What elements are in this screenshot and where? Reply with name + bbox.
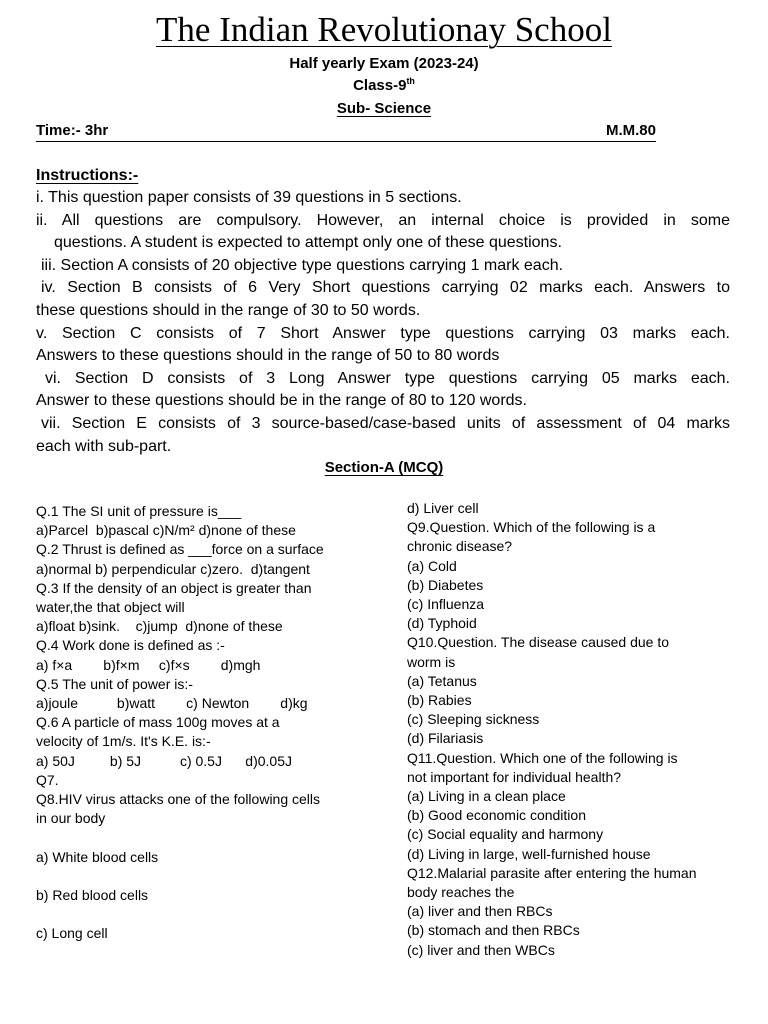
section-a-heading [0, 458, 768, 478]
question-line: Q11.Question. Which one of the following is [407, 749, 678, 766]
question-line: Q8.HIV virus attacks one of the following cells [36, 791, 321, 808]
question-line: Q.2 Thrust is defined as ___force on a surface [36, 541, 324, 558]
section-a-title: Section-A (MCQ) [324, 459, 444, 476]
question-line: a)Parcel b)pascal c)N/m² d)none of these [36, 522, 296, 539]
question-line: a) f×a b)f×m c)f×s d)mgh [36, 656, 261, 673]
class-label [0, 76, 768, 96]
question-line: in our body [36, 810, 106, 827]
question-line: (d) Filariasis [407, 730, 484, 747]
question-line: b) Red blood cells [36, 887, 149, 904]
instructions-list [36, 187, 730, 458]
question-line: (b) stomach and then RBCs [407, 922, 580, 939]
question-line: (a) liver and then RBCs [407, 903, 553, 920]
question-line: Q.4 Work done is defined as :- [36, 637, 225, 654]
question-line: a)normal b) perpendicular c)zero. d)tangent [36, 560, 310, 577]
question-line: (b) Diabetes [407, 576, 484, 593]
question-line: (b) Rabies [407, 692, 472, 709]
blank-line [36, 828, 376, 847]
class-text: Class-9 [353, 77, 407, 94]
question-line: (c) Influenza [407, 596, 485, 613]
instruction-v-cont: Answers to these questions should in the range of 50 to 80 words [36, 347, 500, 365]
subject-text: Sub- Science [336, 100, 432, 117]
question-line: (c) liver and then WBCs [407, 941, 555, 958]
instruction-vii: vii. Section E consists of 3 source-based/case-based units of assessment of 04 marks [41, 414, 730, 432]
question-line: (d) Typhoid [407, 615, 477, 632]
question-line: a)joule b)watt c) Newton d)kg [36, 695, 308, 712]
blank-line [36, 905, 376, 924]
instruction-v: v. Section C consists of 7 Short Answer type questions carrying 03 marks each. [36, 324, 730, 342]
question-line: a) White blood cells [36, 848, 159, 865]
exam-title: Half yearly Exam (2023-24) [289, 55, 479, 72]
instruction-vi-cont: Answer to these questions should be in the range of 80 to 120 words. [36, 392, 527, 410]
question-line: Q9.Question. Which of the following is a [407, 519, 656, 536]
question-line: a) 50J b) 5J c) 0.5J d)0.05J [36, 752, 292, 769]
question-line: Q7. [36, 771, 59, 788]
time-marks-line [36, 121, 656, 142]
instruction-ii: ii. All questions are compulsory. However, an internal choice is provided in some [36, 211, 730, 229]
question-line: Q.1 The SI unit of pressure is___ [36, 503, 242, 519]
question-line: (a) Cold [407, 557, 457, 574]
question-line: chronic disease? [407, 538, 513, 555]
instruction-iii: iii. Section A consists of 20 objective type questions carrying 1 mark each. [41, 256, 564, 274]
left-question-column [36, 502, 376, 944]
question-line: (c) Social equality and harmony [407, 826, 604, 843]
right-question-column [407, 499, 747, 960]
question-line: Q.6 A particle of mass 100g moves at a [36, 714, 280, 731]
subject-label [0, 99, 768, 119]
instruction-iv: iv. Section B consists of 6 Very Short questions carrying 02 marks each. Answers to [41, 279, 730, 297]
question-line: body reaches the [407, 884, 515, 901]
school-title: The Indian Revolutionay School [156, 10, 612, 49]
time-allowed: Time:- 3hr [36, 122, 109, 139]
question-line: Q10.Question. The disease caused due to [407, 634, 670, 651]
instruction-vi: vi. Section D consists of 3 Long Answer type questions carrying 05 marks each. [45, 369, 730, 387]
blank-line [36, 867, 376, 886]
question-line: d) Liver cell [407, 500, 479, 516]
question-line: (a) Living in a clean place [407, 788, 566, 805]
question-line: (c) Sleeping sickness [407, 711, 540, 728]
instructions-heading: Instructions:- [36, 167, 139, 184]
question-line: (d) Living in large, well-furnished house [407, 845, 651, 862]
question-line: (b) Good economic condition [407, 807, 586, 824]
question-line: velocity of 1m/s. It's K.E. is:- [36, 733, 211, 750]
instruction-vii-cont: each with sub-part. [36, 437, 172, 455]
question-line: not important for individual health? [407, 768, 622, 785]
question-line: (a) Tetanus [407, 672, 477, 689]
question-line: worm is [407, 653, 456, 670]
question-line: a)float b)sink. c)jump d)none of these [36, 618, 283, 635]
class-superscript: th [406, 76, 415, 86]
question-line: Q12.Malarial parasite after entering the human [407, 864, 697, 881]
instruction-ii-cont: questions. A student is expected to attempt only one of these questions. [54, 234, 562, 252]
maximum-marks: M.M.80 [605, 122, 656, 139]
question-line: c) Long cell [36, 925, 108, 942]
instruction-iv-cont: these questions should in the range of 30 to 50 words. [36, 301, 421, 319]
instruction-i: i. This question paper consists of 39 questions in 5 sections. [36, 189, 462, 206]
question-line: Q.5 The unit of power is:- [36, 675, 193, 692]
question-line: water,the that object will [36, 599, 185, 616]
question-line: Q.3 If the density of an object is greater than [36, 579, 312, 596]
